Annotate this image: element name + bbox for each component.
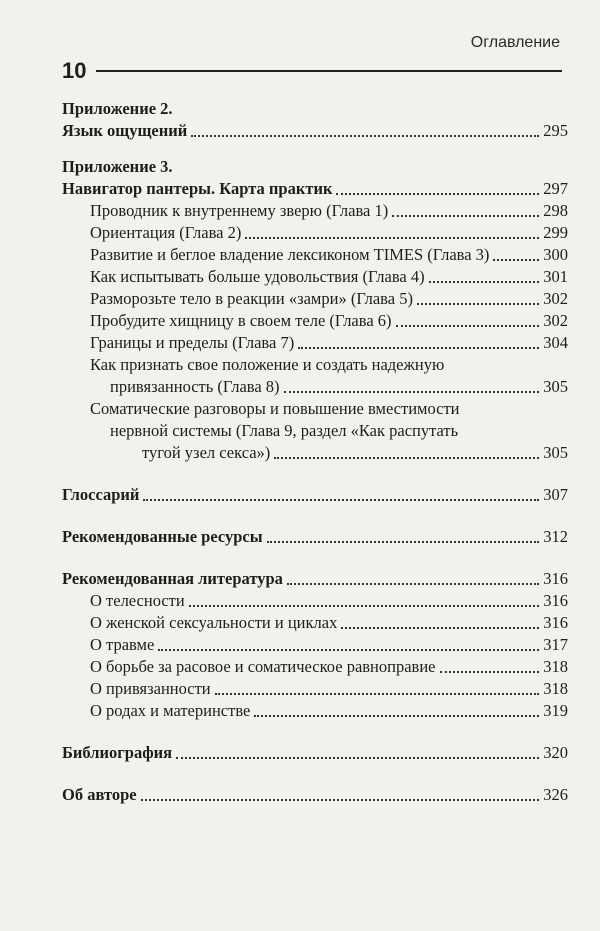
toc-entry-title: Границы и пределы (Глава 7) [90, 333, 295, 352]
toc-entry-page: 318 [543, 657, 568, 676]
dot-leader [287, 583, 539, 585]
toc-entry[interactable] [62, 678, 568, 700]
toc-entry-page: 295 [543, 121, 568, 140]
toc-entry-page: 304 [543, 333, 568, 352]
toc-entry-page: 305 [543, 443, 568, 462]
dot-leader [417, 303, 539, 305]
toc-entry-title: О привязанности [90, 679, 211, 698]
toc-entry-page: 317 [543, 635, 568, 654]
toc-group-appendix2 [62, 98, 568, 142]
toc-entry-about-author[interactable] [62, 784, 568, 806]
toc-entry-title: О травме [90, 635, 155, 654]
appendix2-heading: Приложение 2. [62, 99, 173, 118]
toc-entry[interactable] [62, 612, 568, 634]
dot-leader [284, 391, 540, 393]
toc-entry-page: 298 [543, 201, 568, 220]
toc-entry-page: 316 [543, 591, 568, 610]
dot-leader [396, 325, 540, 327]
toc-group-bibliography [62, 742, 568, 764]
toc-entry-title: Глоссарий [62, 485, 140, 504]
toc-entry-title: Рекомендованные ресурсы [62, 527, 263, 546]
dot-leader [176, 757, 539, 759]
dot-leader [191, 135, 539, 137]
toc-entry-title: Как испытывать больше удовольствия (Глава 4) [90, 267, 425, 286]
toc-entry-appendix3[interactable] [62, 178, 568, 200]
dot-leader [143, 499, 539, 501]
toc-entry-bibliography[interactable] [62, 742, 568, 764]
toc-entry-title-line: тугой узел секса») [142, 443, 271, 462]
toc-entry-title: Развитие и беглое владение лексиконом TIMES (Глава 3) [90, 245, 490, 264]
dot-leader [274, 457, 539, 459]
toc-entry-title: Навигатор пантеры. Карта практик [62, 179, 333, 198]
dot-leader [341, 627, 539, 629]
toc-entry-literature[interactable] [62, 568, 568, 590]
toc-entry-resources[interactable] [62, 526, 568, 548]
dot-leader [141, 799, 540, 801]
header-rule [96, 70, 562, 72]
toc-entry-appendix2[interactable] [62, 120, 568, 142]
dot-leader [215, 693, 540, 695]
dot-leader [392, 215, 539, 217]
toc-entry-page: 301 [543, 267, 568, 286]
toc-entry-page: 307 [543, 485, 568, 504]
toc-group-glossary [62, 484, 568, 506]
toc-entry[interactable] [62, 288, 568, 310]
dot-leader [254, 715, 539, 717]
dot-leader [429, 281, 540, 283]
dot-leader [189, 605, 540, 607]
toc-group-resources [62, 526, 568, 548]
toc-entry-glossary[interactable] [62, 484, 568, 506]
toc-entry-title: Пробудите хищницу в своем теле (Глава 6) [90, 311, 392, 330]
toc-entry-title: О родах и материнстве [90, 701, 251, 720]
toc-entry[interactable] [62, 310, 568, 332]
toc-entry-title: Проводник к внутреннему зверю (Глава 1) [90, 201, 389, 220]
toc-entry-page: 316 [543, 613, 568, 632]
toc-entry-title: Библиография [62, 743, 173, 762]
toc-entry-page: 319 [543, 701, 568, 720]
toc-entry-title-line: Как признать свое положение и создать надежную [90, 355, 445, 374]
toc-entry-title: Разморозьте тело в реакции «замри» (Глава 5) [90, 289, 413, 308]
toc-entry-title: Ориентация (Глава 2) [90, 223, 242, 242]
dot-leader [245, 237, 539, 239]
toc-entry-title: Рекомендованная литература [62, 569, 283, 588]
toc-entry[interactable] [62, 200, 568, 222]
toc-entry[interactable] [62, 266, 568, 288]
toc-entry-page: 302 [543, 311, 568, 330]
toc-entry-title-line: нервной системы (Глава 9, раздел «Как распутать [110, 421, 459, 440]
toc-entry[interactable] [62, 332, 568, 354]
toc-entry-page: 300 [543, 245, 568, 264]
toc-entry[interactable] [62, 222, 568, 244]
toc-entry-last-line [90, 442, 568, 464]
toc-entry-page: 302 [543, 289, 568, 308]
toc-entry-last-line [90, 376, 568, 398]
toc-entry[interactable] [62, 590, 568, 612]
running-head: Оглавление [470, 34, 560, 51]
dot-leader [440, 671, 540, 673]
toc-group-about [62, 784, 568, 806]
toc-entry-title-line: Соматические разговоры и повышение вместимости [90, 399, 460, 418]
appendix3-heading: Приложение 3. [62, 157, 173, 176]
dot-leader [158, 649, 539, 651]
toc-entry-title: О женской сексуальности и циклах [90, 613, 338, 632]
toc-entry[interactable] [62, 244, 568, 266]
toc-entry[interactable] [62, 700, 568, 722]
dot-leader [336, 193, 539, 195]
toc-entry-title: Язык ощущений [62, 121, 188, 140]
toc-entry-title: Об авторе [62, 785, 137, 804]
toc-entry-page: 297 [543, 179, 568, 198]
toc-entry-title-line: привязанность (Глава 8) [110, 377, 280, 396]
toc-entry-multiline[interactable] [62, 354, 568, 398]
toc-entry-page: 305 [543, 377, 568, 396]
toc-entry-title: О борьбе за расовое и соматическое равноправие [90, 657, 436, 676]
toc-entry-page: 312 [543, 527, 568, 546]
toc-group-appendix3 [62, 156, 568, 464]
table-of-contents [62, 98, 568, 806]
toc-entry-page: 320 [543, 743, 568, 762]
page-number: 10 [62, 58, 87, 83]
toc-entry-multiline[interactable] [62, 398, 568, 464]
toc-entry-page: 299 [543, 223, 568, 242]
toc-entry[interactable] [62, 634, 568, 656]
toc-group-literature [62, 568, 568, 722]
toc-entry-page: 318 [543, 679, 568, 698]
toc-entry-title: О телесности [90, 591, 185, 610]
toc-entry[interactable] [62, 656, 568, 678]
dot-leader [298, 347, 539, 349]
toc-entry-page: 326 [543, 785, 568, 804]
dot-leader [493, 259, 539, 261]
dot-leader [267, 541, 540, 543]
toc-entry-page: 316 [543, 569, 568, 588]
